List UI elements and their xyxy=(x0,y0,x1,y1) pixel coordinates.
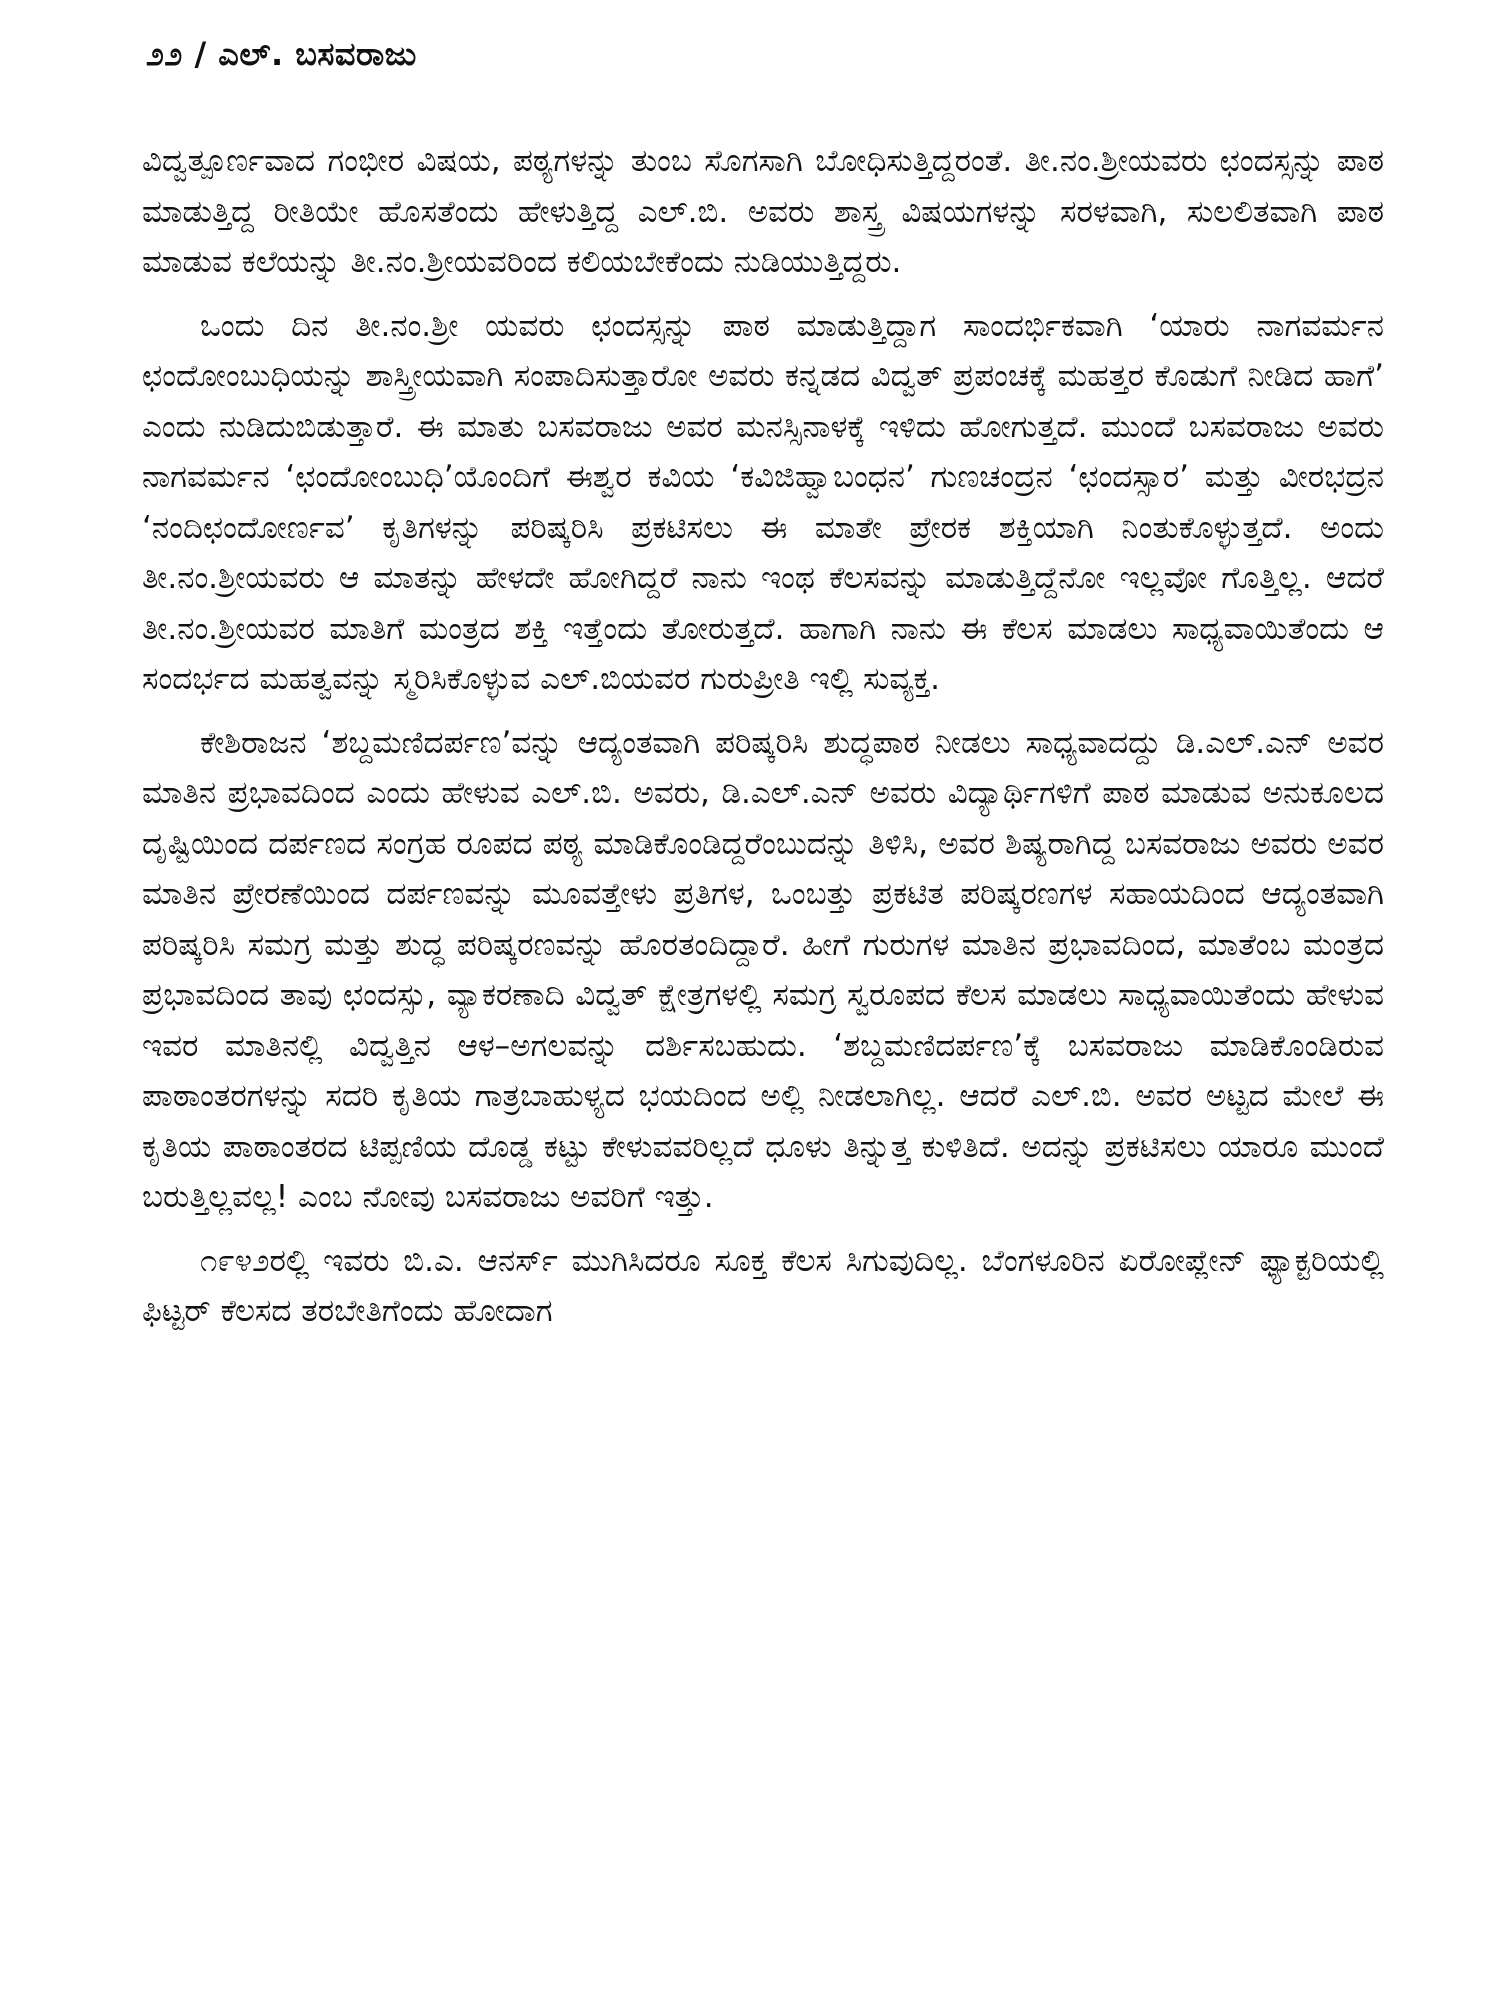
running-head: ೨೨ / ಎಲ್. ಬಸವರಾಜು xyxy=(146,35,417,73)
paragraph-2: ಒಂದು ದಿನ ತೀ.ನಂ.ಶ್ರೀ ಯವರು ಛಂದಸ್ಸನ್ನು ಪಾಠ ಮಾಡುತ್ತಿದ್ದಾಗ ಸಾಂದರ್ಭಿಕವಾಗಿ ‘ಯಾರು ನಾಗವರ್ಮನ ಛಂದೋಂಬುಧಿಯನ್ನು ಶಾಸ್ತ್ರೀಯವಾಗಿ ಸಂಪಾದಿಸುತ್ತಾರೋ ಅವರು ಕನ್ನಡದ ವಿದ್ವತ್ ಪ್ರಪಂಚಕ್ಕೆ ಮಹತ್ತರ ಕೊಡುಗೆ ನೀಡಿದ ಹಾಗೆ’ ಎಂದು ನುಡಿದುಬಿಡುತ್ತಾರೆ. ಈ ಮಾತು ಬಸವರಾಜು ಅವರ ಮನಸ್ಸಿನಾಳಕ್ಕೆ ಇಳಿದು ಹೋಗುತ್ತದೆ. ಮುಂದೆ ಬಸವರಾಜು ಅವರು ನಾಗವರ್ಮನ ‘ಛಂದೋಂಬುಧಿ’ಯೊಂದಿಗೆ ಈಶ್ವರ ಕವಿಯ ‘ಕವಿಜಿಹ್ವಾಬಂಧನ’ ಗುಣಚಂದ್ರನ ‘ಛಂದಸ್ಸಾರ’ ಮತ್ತು ವೀರಭದ್ರನ ‘ನಂದಿಛಂದೋರ್ಣವ’ ಕೃತಿಗಳನ್ನು ಪರಿಷ್ಕರಿಸಿ ಪ್ರಕಟಿಸಲು ಈ ಮಾತೇ ಪ್ರೇರಕ ಶಕ್ತಿಯಾಗಿ ನಿಂತುಕೊಳ್ಳುತ್ತದೆ. ಅಂದು ತೀ.ನಂ.ಶ್ರೀಯವರು ಆ ಮಾತನ್ನು ಹೇಳದೇ ಹೋಗಿದ್ದರೆ ನಾನು ಇಂಥ ಕೆಲಸವನ್ನು ಮಾಡುತ್ತಿದ್ದೆನೋ ಇಲ್ಲವೋ ಗೊತ್ತಿಲ್ಲ. ಆದರೆ ತೀ.ನಂ.ಶ್ರೀಯವರ ಮಾತಿಗೆ ಮಂತ್ರದ ಶಕ್ತಿ ಇತ್ತೆಂದು ತೋರುತ್ತದೆ. ಹಾಗಾಗಿ ನಾನು ಈ ಕೆಲಸ ಮಾಡಲು ಸಾಧ್ಯವಾಯಿತೆಂದು ಆ ಸಂದರ್ಭದ ಮಹತ್ವವನ್ನು ಸ್ಮರಿಸಿಕೊಳ್ಳುವ ಎಲ್.ಬಿಯವರ ಗುರುಪ್ರೀತಿ ಇಲ್ಲಿ ಸುವ್ಯಕ್ತ. xyxy=(142,307,1384,697)
paragraph-3: ಕೇಶಿರಾಜನ ‘ಶಬ್ದಮಣಿದರ್ಪಣ’ವನ್ನು ಆದ್ಯಂತವಾಗಿ ಪರಿಷ್ಕರಿಸಿ ಶುದ್ಧಪಾಠ ನೀಡಲು ಸಾಧ್ಯವಾದದ್ದು ಡಿ.ಎಲ್.ಎನ್ ಅವರ ಮಾತಿನ ಪ್ರಭಾವದಿಂದ ಎಂದು ಹೇಳುವ ಎಲ್.ಬಿ. ಅವರು, ಡಿ.ಎಲ್.ಎನ್ ಅವರು ವಿದ್ಯಾರ್ಥಿಗಳಿಗೆ ಪಾಠ ಮಾಡುವ ಅನುಕೂಲದ ದೃಷ್ಟಿಯಿಂದ ದರ್ಪಣದ ಸಂಗ್ರಹ ರೂಪದ ಪಠ್ಯ ಮಾಡಿಕೊಂಡಿದ್ದರೆಂಬುದನ್ನು ತಿಳಿಸಿ, ಅವರ ಶಿಷ್ಯರಾಗಿದ್ದ ಬಸವರಾಜು ಅವರು ಅವರ ಮಾತಿನ ಪ್ರೇರಣೆಯಿಂದ ದರ್ಪಣವನ್ನು ಮೂವತ್ತೇಳು ಪ್ರತಿಗಳ, ಒಂಬತ್ತು ಪ್ರಕಟಿತ ಪರಿಷ್ಕರಣಗಳ ಸಹಾಯದಿಂದ ಆದ್ಯಂತವಾಗಿ ಪರಿಷ್ಕರಿಸಿ ಸಮಗ್ರ ಮತ್ತು ಶುದ್ಧ ಪರಿಷ್ಕರಣವನ್ನು ಹೊರತಂದಿದ್ದಾರೆ. ಹೀಗೆ ಗುರುಗಳ ಮಾತಿನ ಪ್ರಭಾವದಿಂದ, ಮಾತೆಂಬ ಮಂತ್ರದ ಪ್ರಭಾವದಿಂದ ತಾವು ಛಂದಸ್ಸು, ವ್ಯಾಕರಣಾದಿ ವಿದ್ವತ್ ಕ್ಷೇತ್ರಗಳಲ್ಲಿ ಸಮಗ್ರ ಸ್ವರೂಪದ ಕೆಲಸ ಮಾಡಲು ಸಾಧ್ಯವಾಯಿತೆಂದು ಹೇಳುವ ಇವರ ಮಾತಿನಲ್ಲಿ ವಿದ್ವತ್ತಿನ ಆಳ–ಅಗಲವನ್ನು ದರ್ಶಿಸಬಹುದು. ‘ಶಬ್ದಮಣಿದರ್ಪಣ’ಕ್ಕೆ ಬಸವರಾಜು ಮಾಡಿಕೊಂಡಿರುವ ಪಾಠಾಂತರಗಳನ್ನು ಸದರಿ ಕೃತಿಯ ಗಾತ್ರಬಾಹುಳ್ಯದ ಭಯದಿಂದ ಅಲ್ಲಿ ನೀಡಲಾಗಿಲ್ಲ. ಆದರೆ ಎಲ್.ಬಿ. ಅವರ ಅಟ್ಟದ ಮೇಲೆ ಈ ಕೃತಿಯ ಪಾಠಾಂತರದ ಟಿಪ್ಪಣಿಯ ದೊಡ್ಡ ಕಟ್ಟು ಕೇಳುವವರಿಲ್ಲದೆ ಧೂಳು ತಿನ್ನುತ್ತ ಕುಳಿತಿದೆ. ಅದನ್ನು ಪ್ರಕಟಿಸಲು ಯಾರೂ ಮುಂದೆ ಬರುತ್ತಿಲ್ಲವಲ್ಲ! ಎಂಬ ನೋವು ಬಸವರಾಜು ಅವರಿಗೆ ಇತ್ತು. xyxy=(142,724,1384,1215)
paragraph-1: ವಿದ್ವತ್ಪೂರ್ಣವಾದ ಗಂಭೀರ ವಿಷಯ, ಪಠ್ಯಗಳನ್ನು ತುಂಬ ಸೊಗಸಾಗಿ ಬೋಧಿಸುತ್ತಿದ್ದರಂತೆ. ತೀ.ನಂ.ಶ್ರೀಯವರು ಛಂದಸ್ಸನ್ನು ಪಾಠ ಮಾಡುತ್ತಿದ್ದ ರೀತಿಯೇ ಹೊಸತೆಂದು ಹೇಳುತ್ತಿದ್ದ ಎಲ್.ಬಿ. ಅವರು ಶಾಸ್ತ್ರ ವಿಷಯಗಳನ್ನು ಸರಳವಾಗಿ, ಸುಲಲಿತವಾಗಿ ಪಾಠ ಮಾಡುವ ಕಲೆಯನ್ನು ತೀ.ನಂ.ಶ್ರೀಯವರಿಂದ ಕಲಿಯಬೇಕೆಂದು ನುಡಿಯುತ್ತಿದ್ದರು. xyxy=(142,143,1384,280)
body-text xyxy=(142,136,1384,1337)
paragraph-4: ೧೯೪೨ರಲ್ಲಿ ಇವರು ಬಿ.ಎ. ಆನರ್ಸ್ ಮುಗಿಸಿದರೂ ಸೂಕ್ತ ಕೆಲಸ ಸಿಗುವುದಿಲ್ಲ. ಬೆಂಗಳೂರಿನ ಏರೋಪ್ಲೇನ್ ಫ್ಯಾಕ್ಟರಿಯಲ್ಲಿ ಫಿಟ್ಟರ್ ಕೆಲಸದ ತರಬೇತಿಗೆಂದು ಹೋದಾಗ xyxy=(142,1242,1384,1329)
